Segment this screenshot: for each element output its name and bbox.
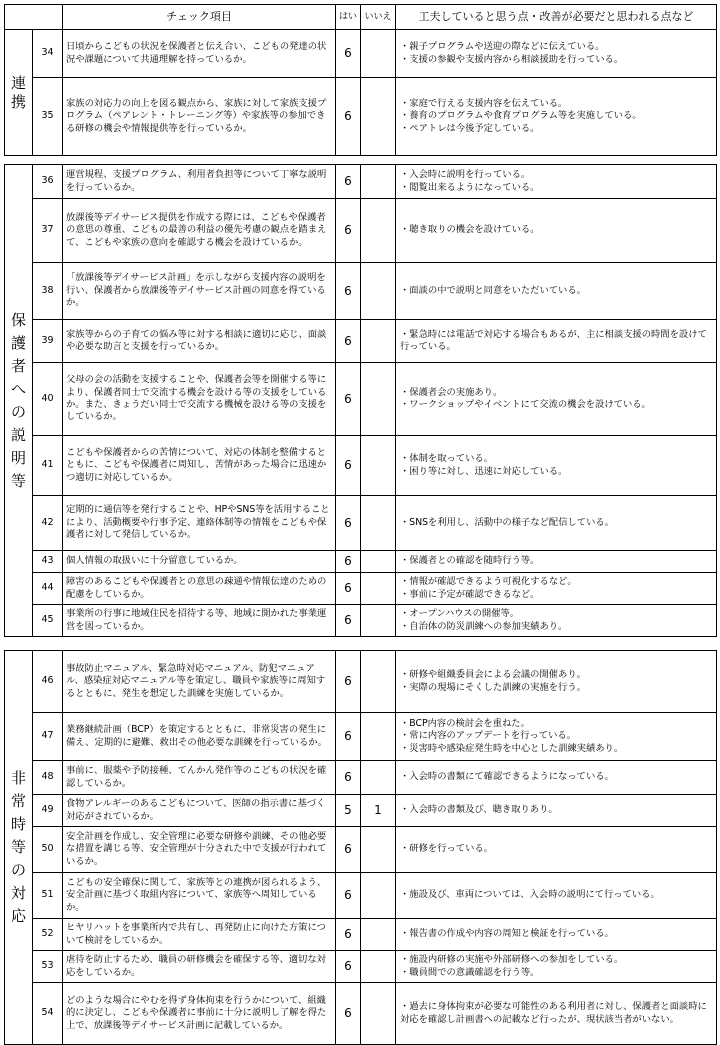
yes-count: 6 xyxy=(336,761,361,795)
check-item: 家族等からの子育ての悩み等に対する相談に適切に応じ、面談や必要な助言と支援を行っているか。 xyxy=(63,320,336,363)
comment-line: ・体制を取っている。 xyxy=(400,453,493,465)
comment-cell xyxy=(396,363,717,436)
no-count xyxy=(361,983,396,1045)
comment-cell xyxy=(396,263,717,320)
no-count xyxy=(361,30,396,78)
comment-cell xyxy=(396,761,717,795)
comment-line: ・災害時や感染症発生時を中心とした訓練実績あり。 xyxy=(400,742,624,754)
check-item: こどもや保護者からの苦情について、対応の体制を整備するとともに、こどもや保護者に周知し、苦情があった場合に迅速かつ適切に対応しているか。 xyxy=(63,436,336,496)
header-item: チェック項目 xyxy=(63,5,336,30)
comment-line: ・過去に身体拘束が必要な可能性のある利用者に対し、保護者と面談時に対応を確認し計画書への記載など行ったが、現状該当者がいない。 xyxy=(400,1001,707,1025)
yes-count: 6 xyxy=(336,165,361,199)
table-row xyxy=(5,873,717,919)
no-count xyxy=(361,78,396,156)
check-item: 食物アレルギーのあるこどもについて、医師の指示書に基づく対応がされているか。 xyxy=(63,795,336,827)
row-number: 53 xyxy=(33,951,63,983)
comment-cell xyxy=(396,919,717,951)
comment-cell xyxy=(396,436,717,496)
check-item: こどもの安全確保に関して、家族等との連携が図られるよう、安全計画に基づく取組内容について、家族等へ周知しているか。 xyxy=(63,873,336,919)
table-row xyxy=(5,363,717,436)
table-row xyxy=(5,827,717,873)
comment-cell xyxy=(396,713,717,761)
comment-line: ・施設及び、車両については、入会時の説明にて行っている。 xyxy=(400,889,660,901)
comment-line: ・聴き取りの機会を設けている。 xyxy=(400,224,540,236)
comment-line: ・研修を行っている。 xyxy=(400,843,493,855)
row-number: 48 xyxy=(33,761,63,795)
comment-line: ・常に内容のアップデートを行っている。 xyxy=(400,730,576,742)
yes-count: 6 xyxy=(336,551,361,573)
comment-line: ・入会時の書類にて確認できるようになっている。 xyxy=(400,771,614,783)
comment-cell xyxy=(396,651,717,713)
no-count xyxy=(361,651,396,713)
yes-count: 6 xyxy=(336,573,361,605)
no-count xyxy=(361,873,396,919)
check-item: 個人情報の取扱いに十分留意しているか。 xyxy=(63,551,336,573)
yes-count: 6 xyxy=(336,983,361,1045)
table-row xyxy=(5,78,717,156)
table-row xyxy=(5,795,717,827)
table-row xyxy=(5,651,717,713)
check-item: 障害のあるこどもや保護者との意思の疎通や情報伝達のための配慮をしているか。 xyxy=(63,573,336,605)
check-item: 事前に、服薬や予防接種、てんかん発作等のこどもの状況を確認しているか。 xyxy=(63,761,336,795)
yes-count: 6 xyxy=(336,919,361,951)
row-number: 52 xyxy=(33,919,63,951)
comment-line: ・家庭で行える支援内容を伝えている。 xyxy=(400,97,568,109)
category-label: 連携 xyxy=(10,73,26,111)
category-cell xyxy=(5,165,33,637)
row-number: 41 xyxy=(33,436,63,496)
row-number: 51 xyxy=(33,873,63,919)
row-number: 49 xyxy=(33,795,63,827)
row-number: 35 xyxy=(33,78,63,156)
comment-line: ・BCP内容の検討会を重ねた。 xyxy=(400,717,530,729)
no-count xyxy=(361,363,396,436)
comment-cell xyxy=(396,605,717,637)
category-label: 保護者への説明等 xyxy=(10,310,26,490)
no-count xyxy=(361,551,396,573)
row-number: 46 xyxy=(33,651,63,713)
comment-cell xyxy=(396,78,717,156)
comment-line: ・緊急時には電話で対応する場合もあるが、主に相談支援の時間を設けて行っている。 xyxy=(400,328,707,352)
no-count xyxy=(361,165,396,199)
comment-cell xyxy=(396,951,717,983)
row-number: 43 xyxy=(33,551,63,573)
comment-line: ・ワークショップやイベントにて交流の機会を設けている。 xyxy=(400,399,651,410)
table-row xyxy=(5,320,717,363)
yes-count: 5 xyxy=(336,795,361,827)
yes-count: 6 xyxy=(336,951,361,983)
comment-line: ・ペアトレは今後予定している。 xyxy=(400,122,540,134)
check-item: 運営規程、支援プログラム、利用者負担等について丁寧な説明を行っているか。 xyxy=(63,165,336,199)
no-count xyxy=(361,573,396,605)
category-cell xyxy=(5,651,33,1045)
checklist-table-hijouji xyxy=(4,650,717,1045)
check-item: 事業所の行事に地域住民を招待する等、地域に開かれた事業運営を図っているか。 xyxy=(63,605,336,637)
comment-line: ・面談の中で説明と同意をいただいている。 xyxy=(400,284,586,296)
table-row xyxy=(5,199,717,263)
yes-count: 6 xyxy=(336,436,361,496)
no-count xyxy=(361,951,396,983)
yes-count: 6 xyxy=(336,713,361,761)
row-number: 42 xyxy=(33,496,63,551)
comment-cell xyxy=(396,827,717,873)
table-row xyxy=(5,30,717,78)
comment-line: ・親子プログラムや送迎の際などに伝えている。 xyxy=(400,41,605,53)
check-item: 父母の会の活動を支援することや、保護者会等を開催する等により、保護者同士で交流する機会を設ける等の支援をしているか。また、きょうだい同士で交流する機械を設ける等の支援をしているか。 xyxy=(63,363,336,436)
row-number: 45 xyxy=(33,605,63,637)
no-count xyxy=(361,263,396,320)
comment-cell xyxy=(396,199,717,263)
table-row xyxy=(5,165,717,199)
comment-cell xyxy=(396,983,717,1045)
yes-count: 6 xyxy=(336,363,361,436)
comment-cell xyxy=(396,795,717,827)
header-no: いいえ xyxy=(361,5,396,30)
row-number: 40 xyxy=(33,363,63,436)
comment-cell xyxy=(396,320,717,363)
no-count xyxy=(361,320,396,363)
yes-count: 6 xyxy=(336,263,361,320)
comment-line: ・研修や組織委員会による会議の開催あり。 xyxy=(400,669,586,681)
comment-cell xyxy=(396,165,717,199)
row-number: 38 xyxy=(33,263,63,320)
checklist-table-setsumei xyxy=(4,164,717,637)
checklist-table-renkei xyxy=(4,4,717,156)
comment-line: ・施設内研修の実施や外部研修への参加をしている。 xyxy=(400,954,624,966)
category-cell xyxy=(5,30,33,156)
comment-line: ・自治体の防災訓練への参加実績あり。 xyxy=(400,620,568,632)
header-blank xyxy=(5,5,63,30)
check-item: 定期的に通信等を発行することや、HPやSNS等を活用することにより、活動概要や行事予定、連絡体制等の情報をこどもや保護者に対して発信しているか。 xyxy=(63,496,336,551)
row-number: 50 xyxy=(33,827,63,873)
comment-line: ・養育のプログラムや食育プログラム等を実施している。 xyxy=(400,110,642,122)
check-item: 安全計画を作成し、安全管理に必要な研修や訓練、その他必要な措置を講じる等、安全管理が十分された中で支援が行われているか。 xyxy=(63,827,336,873)
check-item: 虐待を防止するため、職員の研修機会を確保する等、適切な対応をしているか。 xyxy=(63,951,336,983)
table-row xyxy=(5,951,717,983)
comment-cell xyxy=(396,30,717,78)
no-count xyxy=(361,827,396,873)
table-row xyxy=(5,605,717,637)
header-comment: 工夫していると思う点・改善が必要だと思われる点など xyxy=(396,5,717,30)
yes-count: 6 xyxy=(336,30,361,78)
comment-cell xyxy=(396,551,717,573)
comment-cell xyxy=(396,496,717,551)
comment-line: ・保護者との確認を随時行う等。 xyxy=(400,555,540,567)
yes-count: 6 xyxy=(336,496,361,551)
no-count xyxy=(361,199,396,263)
check-item: 事故防止マニュアル、緊急時対応マニュアル、防犯マニュアル、感染症対応マニュアル等を策定し、職員や家族等に周知するとともに、発生を想定した訓練を実施しているか。 xyxy=(63,651,336,713)
no-count xyxy=(361,496,396,551)
comment-cell xyxy=(396,573,717,605)
no-count xyxy=(361,761,396,795)
table-row xyxy=(5,551,717,573)
row-number: 34 xyxy=(33,30,63,78)
comment-line: ・報告書の作成や内容の周知と検証を行っている。 xyxy=(400,928,614,940)
comment-line: ・職員間での意識確認を行う等。 xyxy=(400,966,540,978)
yes-count: 6 xyxy=(336,78,361,156)
table-row xyxy=(5,983,717,1045)
comment-line: ・入会時の書類及び、聴き取りあり。 xyxy=(400,804,558,816)
comment-line: ・SNSを利用し、活動中の様子など配信している。 xyxy=(400,516,614,528)
comment-line: ・入会時に説明を行っている。 xyxy=(400,169,531,181)
no-count xyxy=(361,605,396,637)
row-number: 47 xyxy=(33,713,63,761)
row-number: 37 xyxy=(33,199,63,263)
comment-line: ・オープンハウスの開催等。 xyxy=(400,608,520,620)
yes-count: 6 xyxy=(336,827,361,873)
yes-count: 6 xyxy=(336,873,361,919)
check-item: 家族の対応力の向上を図る観点から、家族に対して家族支援プログラム（ペアレント・トレーニング等）や家族等の参加できる研修の機会や情報提供等を行っているか。 xyxy=(63,78,336,156)
check-item: どのような場合にやむを得ず身体拘束を行うかについて、組織的に決定し、こどもや保護者に事前に十分に説明し了解を得た上で、放課後等デイサービス計画に記載しているか。 xyxy=(63,983,336,1045)
no-count: 1 xyxy=(361,795,396,827)
yes-count: 6 xyxy=(336,651,361,713)
table-row xyxy=(5,573,717,605)
comment-line: ・閲覧出来るようになっている。 xyxy=(400,181,540,193)
header-row xyxy=(5,5,717,30)
comment-line: ・事前に予定が確認できるなど。 xyxy=(400,588,540,600)
table-row xyxy=(5,436,717,496)
comment-cell xyxy=(396,873,717,919)
check-item: 業務継続計画（BCP）を策定するとともに、非常災害の発生に備え、定期的に避難、救出その他必要な訓練を行っているか。 xyxy=(63,713,336,761)
table-row xyxy=(5,919,717,951)
yes-count: 6 xyxy=(336,605,361,637)
category-label: 非常時等の対応 xyxy=(10,769,26,925)
row-number: 44 xyxy=(33,573,63,605)
table-row xyxy=(5,496,717,551)
comment-line: ・情報が確認できるよう可視化するなど。 xyxy=(400,576,577,588)
yes-count: 6 xyxy=(336,320,361,363)
table-row xyxy=(5,263,717,320)
comment-line: ・保護者会の実施あり。 xyxy=(400,386,503,398)
comment-line: ・実際の現場にそくした訓練の実施を行う。 xyxy=(400,681,586,693)
comment-line: ・困り等に対し、迅速に対応している。 xyxy=(400,465,568,477)
row-number: 39 xyxy=(33,320,63,363)
check-item: 日頃からこどもの状況を保護者と伝え合い、こどもの発達の状況や課題について共通理解を持っているか。 xyxy=(63,30,336,78)
no-count xyxy=(361,919,396,951)
row-number: 36 xyxy=(33,165,63,199)
check-item: 「放課後等デイサービス計画」を示しながら支援内容の説明を行い、保護者から放課後等デイサービス計画の同意を得ているか。 xyxy=(63,263,336,320)
row-number: 54 xyxy=(33,983,63,1045)
check-item: ヒヤリハットを事業所内で共有し、再発防止に向けた方策について検討をしているか。 xyxy=(63,919,336,951)
check-item: 放課後等デイサービス提供を作成する際には、こどもや保護者の意思の尊重、こどもの最善の利益の優先考慮の観点を踏まえて、こどもや家族の意向を確認する機会を設けているか。 xyxy=(63,199,336,263)
table-row xyxy=(5,713,717,761)
no-count xyxy=(361,713,396,761)
comment-line: ・支援の参観や支援内容から相談援助を行っている。 xyxy=(400,53,624,65)
no-count xyxy=(361,436,396,496)
header-yes: はい xyxy=(336,5,361,30)
yes-count: 6 xyxy=(336,199,361,263)
table-row xyxy=(5,761,717,795)
